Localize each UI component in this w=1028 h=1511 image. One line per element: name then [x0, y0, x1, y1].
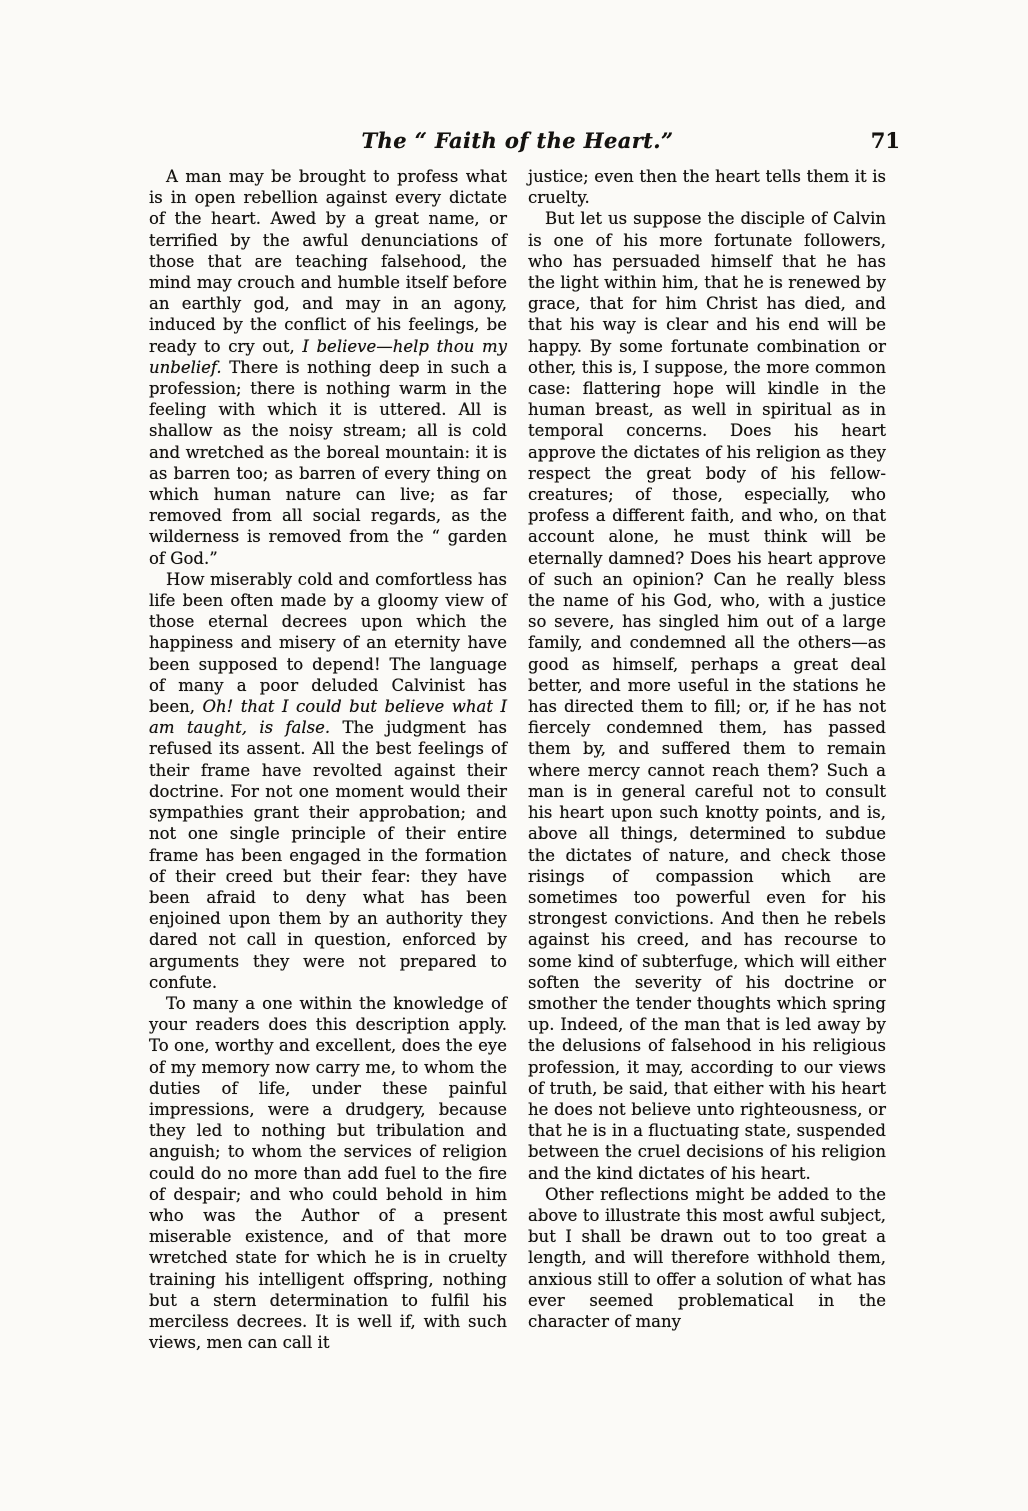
paragraph	[528, 1184, 886, 1332]
text-run: How miserably cold and comfortless has life been often made by a gloomy view of those eternal decrees upon which the happiness and misery of an eternity have been supposed to depend! The language of many a poor deluded Calvinist has been,	[149, 569, 507, 717]
paragraph	[528, 166, 886, 208]
left-column	[149, 166, 507, 1353]
paragraph	[149, 993, 507, 1353]
paragraph	[149, 569, 507, 993]
italic-text-run: Oh! that I could but believe what I am taught, is false.	[149, 697, 507, 738]
paragraph	[149, 166, 507, 569]
text-run: The judgment has refused its assent. All the best feelings of their frame have revolted against their doctrine. For not one moment would their sympathies grant their approbation; and not one single principle of their entire frame has been engaged in the formation of their creed but their fear: they have been afraid to deny what has been enjoined upon them by an authority they dared not call in question, enforced by arguments they were not prepared to confute.	[149, 718, 507, 992]
text-columns	[149, 166, 886, 1353]
right-column	[528, 166, 886, 1353]
text-run: To many a one within the knowledge of your readers does this description apply. To one, worthy and excellent, does the eye of my memory now carry me, to whom the duties of life, under these painful impressions, were a drudgery, because they led to nothing but tribulation and anguish; to whom the services of religion could do no more than add fuel to the fire of despair; and who could behold in him who was the Author of a present miserable existence, and of that more wretched state for which he is in cruelty training his intelligent offspring, nothing but a stern determination to fulfil his merciless decrees. It is well if, with such views, men can call it	[149, 993, 507, 1353]
text-run: Other reflections might be added to the above to illustrate this most awful subject, but I shall be drawn out to too great a length, and will therefore withhold them, anxious still to offer a solution of what has ever seemed problematical in the character of many	[528, 1184, 886, 1331]
text-run: justice; even then the heart tells them it is cruelty.	[528, 167, 886, 208]
text-run: There is nothing deep in such a profession; there is nothing warm in the feeling with which it is uttered. All is shallow as the noisy stream; all is cold and wretched as the boreal mountain: it is as barren too; as barren of every thing on which human nature can live; as far removed from all social regards, as the wilderness is removed from the “ garden of God.”	[149, 357, 507, 568]
running-head	[149, 128, 900, 156]
page-title: The “ Faith of the Heart.”	[361, 128, 674, 153]
text-run: A man may be brought to profess what is in open rebellion against every dictate of the heart. Awed by a great name, or terrified by the awful denunciations of those that are teaching falsehood, the mind may crouch and humble itself before an earthly god, and may in an agony, induced by the conflict of his feelings, be ready to cry out,	[149, 167, 507, 356]
italic-text-run: I believe—help thou my unbelief.	[149, 336, 507, 377]
page-number: 71	[870, 128, 900, 153]
text-run: But let us suppose the disciple of Calvin is one of his more fortunate followers, who has persuaded himself that he has the light within him, that he is renewed by grace, that for him Christ has died, and that his way is clear and his end will be happy. By some fortunate combination or other, this is, I suppose, the more common case: flattering hope will kindle in the human breast, as well in spiritual as in temporal concerns. Does his heart approve the dictates of his religion as they respect the great body of his fellow-creatures; of those, especially, who profess a different faith, and who, on that account alone, he must think will be eternally damned? Does his heart approve of such an opinion? Can he really bless the name of his God, who, with a justice so severe, has singled him out of a large family, and condemned all the others—as good as himself, perhaps a great deal better, and more useful in the stations he has directed them to fill; or, if he has not fiercely condemned them, has passed them by, and suffered them to remain where mercy cannot reach them? Such a man is in general careful not to consult his heart upon such knotty points, and is, above all things, determined to subdue the dictates of nature, and check those risings of compassion which are sometimes too powerful even for his strongest convictions. And then he rebels against his creed, and has recourse to some kind of subterfuge, which will either soften the severity of his doctrine or smother the tender thoughts which spring up. Indeed, of the man that is led away by the delusions of falsehood in his religious profession, it may, according to our views of truth, be said, that either with his heart he does not believe unto righteousness, or that he is in a fluctuating state, suspended between the cruel decisions of his religion and the kind dictates of his heart.	[528, 209, 886, 1183]
paragraph	[528, 208, 886, 1183]
